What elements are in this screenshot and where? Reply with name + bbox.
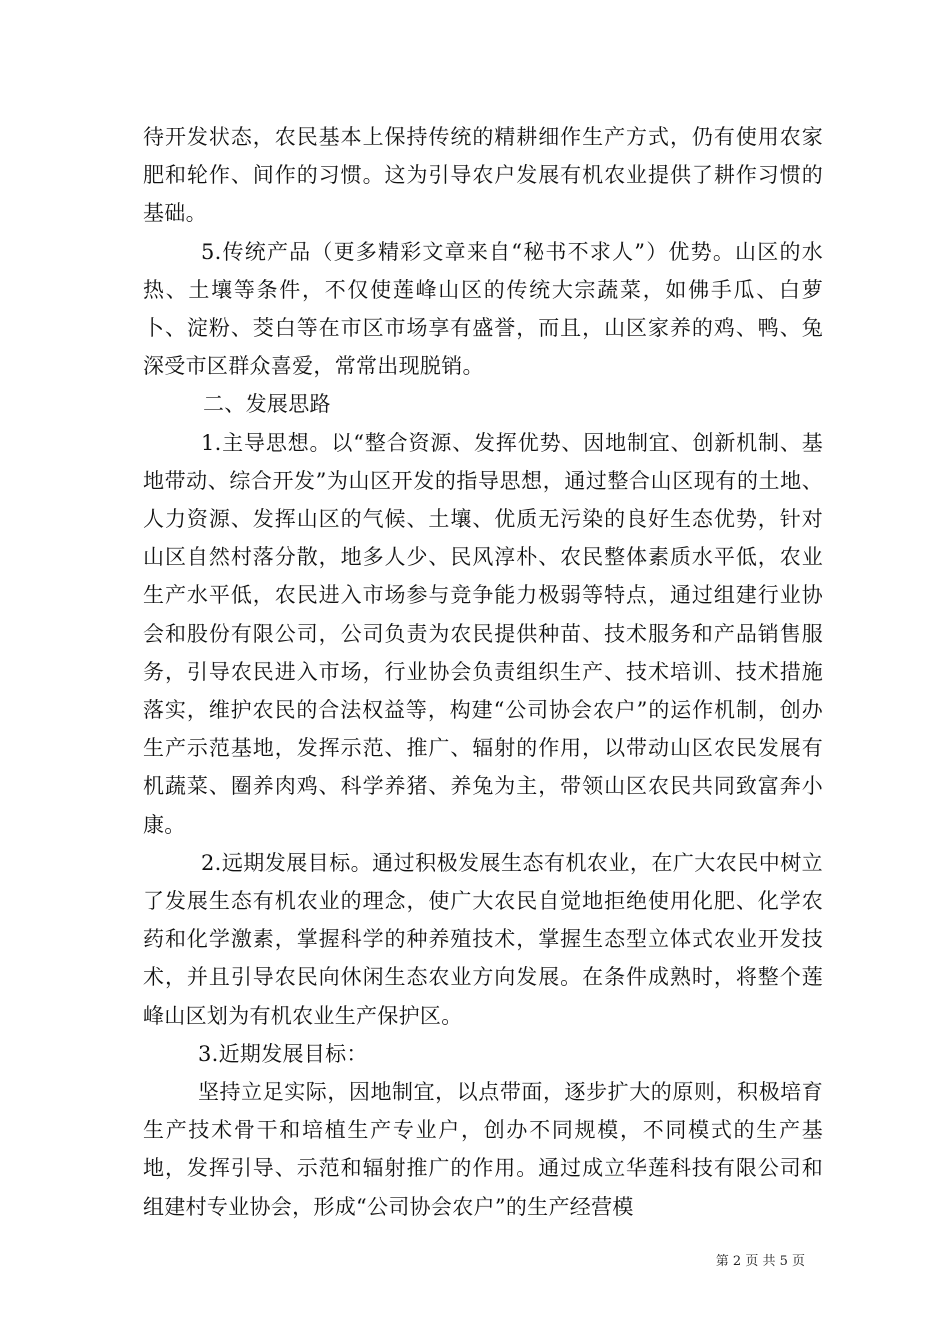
paragraph-short-term-goal-body: 坚持立足实际，因地制宜，以点带面，逐步扩大的原则，积极培育生产技术骨干和培植生产专业户，创办不同规模，不同模式的生产基地，发挥引导、示范和辐射推广的作用。通过成立华莲科技有限公司和组建村专业协会，形成“公司协会农户”的生产经营模 bbox=[143, 1080, 823, 1219]
paragraph-long-term-goal: 2.远期发展目标。通过积极发展生态有机农业，在广大农民中树立了发展生态有机农业的理念，使广大农民自觉地拒绝使用化肥、化学农药和化学激素，掌握科学的种养殖技术，掌握生态型立体式农业开发技术，并且引导农民向休闲生态农业方向发展。在条件成熟时，将整个莲峰山区划为有机农业生产保护区。 bbox=[143, 850, 823, 1028]
section-heading-development-ideas: 二、发展思路 bbox=[203, 392, 331, 417]
page-number: 第 2 页 共 5 页 bbox=[715, 1254, 805, 1269]
paragraph-continuation: 待开发状态，农民基本上保持传统的精耕细作生产方式，仍有使用农家肥和轮作、间作的习惯。这为引导农户发展有机农业提供了耕作习惯的基础。 bbox=[143, 125, 823, 226]
paragraph-short-term-goal-heading: 3.近期发展目标： bbox=[198, 1041, 368, 1066]
paragraph-traditional-products: 5.传统产品（更多精彩文章来自“秘书不求人”）优势。山区的水热、土壤等条件，不仅使莲峰山区的传统大宗蔬菜，如佛手瓜、白萝卜、淀粉、茭白等在市区市场享有盛誉，而且，山区家养的鸡、鸭、兔深受市区群众喜爱，常常出现脱销。 bbox=[143, 239, 823, 379]
paragraph-guiding-thought: 1.主导思想。以“整合资源、发挥优势、因地制宜、创新机制、基地带动、综合开发”为山区开发的指导思想，通过整合山区现有的土地、人力资源、发挥山区的气候、土壤、优质无污染的良好生态优势，针对山区自然村落分散，地多人少、民风淳朴、农民整体素质水平低，农业生产水平低，农民进入市场参与竞争能力极弱等特点，通过组建行业协会和股份有限公司，公司负责为农民提供种苗、技术服务和产品销售服务，引导农民进入市场，行业协会负责组织生产、技术培训、技术措施落实，维护农民的合法权益等，构建“公司协会农户”的运作机制，创办生产示范基地，发挥示范、推广、辐射的作用，以带动山区农民发展有机蔬菜、圈养肉鸡、科学养猪、养兔为主，带领山区农民共同致富奔小康。 bbox=[143, 430, 823, 837]
document-body bbox=[143, 118, 823, 1226]
